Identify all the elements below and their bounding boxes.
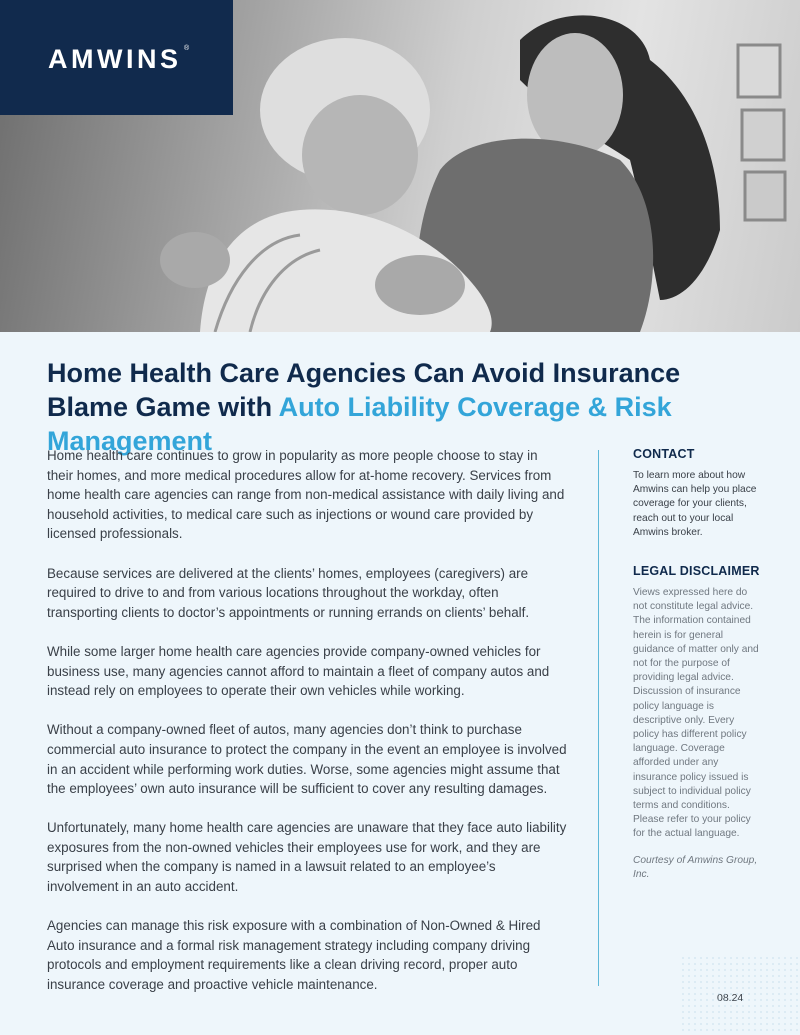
column-divider [598,450,599,986]
paragraph: Without a company-owned fleet of autos, many agencies don’t think to purchase commercial auto insurance to protect the company in the event an employee is involved in an accident while performing work duties. Worse, some agencies might assume that the employees’ own auto insurance will be sufficient to cover any resulting damages. [47,722,567,797]
dot-pattern [680,955,800,1035]
paragraph: While some larger home health care agencies provide company-owned vehicles for business use, many agencies cannot afford to maintain a fleet of company autos and instead rely on employees to operate their own vehicles while working. [47,643,550,699]
logo-box [0,0,233,115]
courtesy-text: Courtesy of Amwins Group, Inc. [633,854,758,880]
brand-logo: AMWINS [48,44,182,74]
paragraph: Agencies can manage this risk exposure with a combination of Non-Owned & Hired Auto insurance and a formal risk management strategy including company driving protocols and employment requirements like a clean driving record, proper auto insurance coverage and proactive vehicle maintenance. [47,918,541,993]
hero-photo [0,0,800,332]
contact-section [633,447,763,540]
legal-heading: LEGAL DISCLAIMER [633,564,760,578]
paragraph: Because services are delivered at the clients’ homes, employees (caregivers) are required to drive to and from various locations throughout the workday, often transporting clients to doctor’s appointments or running errands on clients’ behalf. [47,565,530,620]
contact-heading: CONTACT [633,447,695,461]
headline [47,356,767,458]
body-text [47,446,567,1014]
paragraph: Unfortunately, many home health care agencies are unaware that they face auto liability exposures from the non-owned vehicles their employees use for work, and they are surprised when the company is named in a lawsuit related to an employee’s involvement in an auto accident. [47,820,567,895]
registered-mark: ® [184,45,190,52]
issue-date: 08.24 [717,992,744,1004]
headline-accent: Auto Liability Coverage & Risk Management [47,392,672,456]
headline-main: Home Health Care Agencies Can Avoid Insurance Blame Game with [47,358,681,422]
legal-text: Views expressed here do not constitute legal advice. The information contained herein is for general guidance of matter only and not for the purpose of providing legal advice. Discussion of insurance policy language is descriptive only. Every policy has different policy language. Coverage afforded under any insurance policy issued is subject to individual policy terms and conditions. Please refer to your policy for the actual language. [633,587,759,840]
contact-text: To learn more about how Amwins can help you place coverage for your clients, reach out to your local Amwins broker. [633,470,757,538]
legal-section [633,564,763,882]
paragraph: Home health care continues to grow in popularity as more people choose to stay in their homes, and more medical procedures allow for at-home recovery. Services from home health care agencies can range from non-medical assistance with daily living and household activities, to medical care such as injections or wound care provided by licensed professionals. [47,448,565,542]
